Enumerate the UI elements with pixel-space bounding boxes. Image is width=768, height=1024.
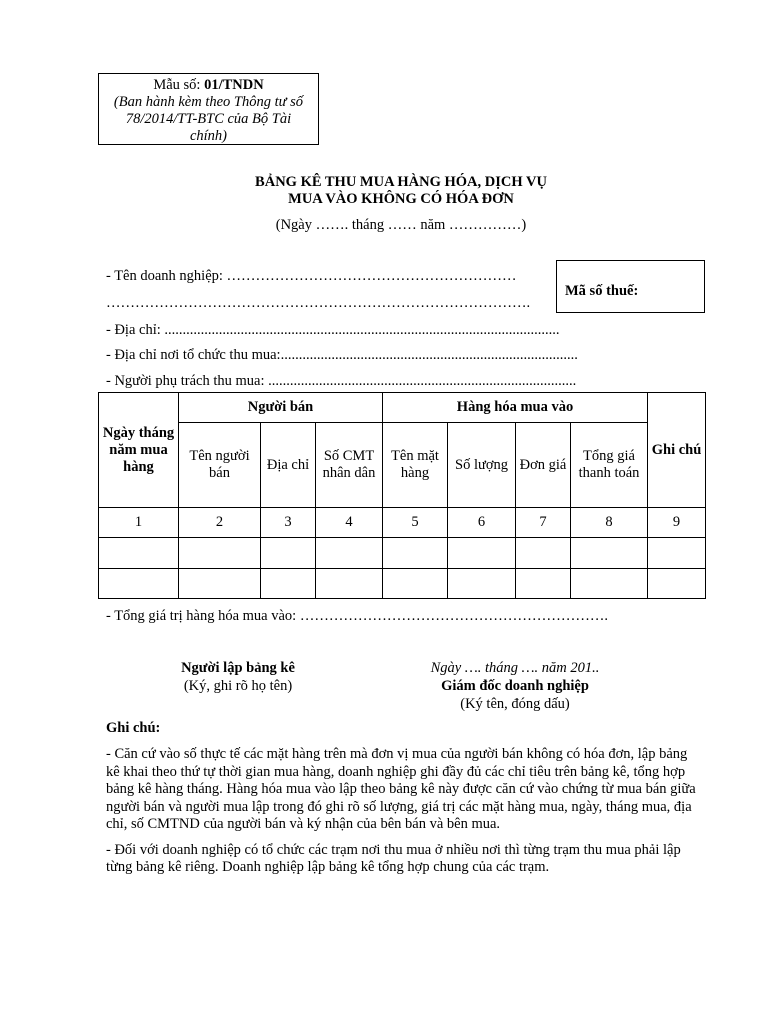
director-signature-block (400, 659, 630, 713)
col-goods-unit-price: Đơn giá (516, 423, 571, 508)
col-purchase-date: Ngày tháng năm mua hàng (99, 393, 179, 508)
form-code-line (99, 77, 318, 94)
col-number: 6 (448, 508, 516, 538)
address-field: - Địa chỉ: ............................................................................................................. (106, 322, 560, 338)
form-code: 01/TNDN (204, 77, 264, 93)
table-cell (383, 538, 448, 569)
col-number: 5 (383, 508, 448, 538)
form-code-box (98, 73, 319, 145)
form-note-line3: chính) (189, 128, 228, 144)
form-code-prefix: Mẫu số: (153, 77, 205, 93)
table-cell (571, 569, 648, 599)
table-header-row2 (99, 423, 706, 508)
table-cell (383, 569, 448, 599)
table-header-row1 (99, 393, 706, 423)
director-instruction: (Ký tên, đóng dấu) (460, 696, 570, 712)
document-title-line2: MUA VÀO KHÔNG CÓ HÓA ĐƠN (288, 191, 514, 207)
col-note: Ghi chú (648, 393, 706, 508)
group-seller: Người bán (179, 393, 383, 423)
table-cell (179, 569, 261, 599)
table-cell (648, 538, 706, 569)
col-goods-name: Tên mặt hàng (383, 423, 448, 508)
table-cell (316, 538, 383, 569)
notes-heading: Ghi chú: (106, 720, 161, 736)
col-seller-id: Số CMT nhân dân (316, 423, 383, 508)
preparer-signature-block (138, 659, 338, 695)
col-goods-total: Tổng giá thanh toán (571, 423, 648, 508)
form-note-line1: (Ban hành kèm theo Thông tư số (113, 94, 304, 110)
table-number-row (99, 508, 706, 538)
notes-paragraph-1: - Căn cứ vào số thực tế các mặt hàng trên mà đơn vị mua của người bán không có hóa đơn, lập bảng kê khai theo thứ tự thời gian mua hàng, doanh nghiệp ghi đầy đủ các chỉ tiêu trên bảng kê, tổng hợp bảng kê hàng tháng. Hàng hóa mua vào lập theo bảng kê này được căn cứ vào chứng từ mua bán giữa người bán và người mua lập trong đó ghi rõ số lượng, giá trị các mặt hàng mua, ngày, tháng mua, địa chỉ, số CMTND của người bán và ký nhận của bên bán và bên mua. (106, 746, 696, 832)
group-goods: Hàng hóa mua vào (383, 393, 648, 423)
col-number: 1 (99, 508, 179, 538)
form-note-line2: 78/2014/TT-BTC của Bộ Tài (125, 111, 292, 127)
table-cell (448, 569, 516, 599)
col-number: 9 (648, 508, 706, 538)
notes-paragraph-2: - Đối với doanh nghiệp có tổ chức các trạm nơi thu mua ở nhiều nơi thì từng trạm thu mua phải lập từng bảng kê riêng. Doanh nghiệp lập bảng kê tổng hợp chung của các trạm. (106, 841, 681, 875)
purchase-table (98, 392, 706, 599)
col-number: 2 (179, 508, 261, 538)
document-date-line: (Ngày ……. tháng …… năm ……………) (275, 217, 527, 233)
company-name-field: - Tên doanh nghiệp: …………………………………………………… (106, 268, 517, 284)
col-number: 8 (571, 508, 648, 538)
table-cell (516, 569, 571, 599)
company-name-continued: ……………………………………………………………………………. (106, 295, 531, 311)
purchase-place-field: - Địa chỉ nơi tổ chức thu mua:.................................................................................. (106, 347, 578, 363)
director-title: Giám đốc doanh nghiệp (441, 678, 589, 694)
table-cell (99, 538, 179, 569)
col-number: 7 (516, 508, 571, 538)
table-cell (648, 569, 706, 599)
table-cell (261, 569, 316, 599)
document-title-line1: BẢNG KÊ THU MUA HÀNG HÓA, DỊCH VỤ (255, 174, 547, 190)
purchaser-field: - Người phụ trách thu mua: ..................................................................................... (106, 373, 577, 389)
notes-body (106, 746, 696, 885)
table-cell (571, 538, 648, 569)
table-cell (516, 538, 571, 569)
tax-code-label: Mã số thuế: (565, 283, 639, 299)
table-cell (179, 538, 261, 569)
table-cell (261, 538, 316, 569)
preparer-title: Người lập bảng kê (181, 660, 295, 676)
total-value-line: - Tổng giá trị hàng hóa mua vào: ………………………………………………………. (106, 608, 608, 624)
table-row (99, 538, 706, 569)
col-seller-address: Địa chỉ (261, 423, 316, 508)
signature-date: Ngày …. tháng …. năm 201.. (430, 660, 600, 676)
col-number: 4 (316, 508, 383, 538)
table-cell (448, 538, 516, 569)
preparer-instruction: (Ký, ghi rõ họ tên) (183, 678, 293, 694)
tax-code-box (556, 260, 705, 313)
col-goods-quantity: Số lượng (448, 423, 516, 508)
table-cell (99, 569, 179, 599)
col-number: 3 (261, 508, 316, 538)
table-row (99, 569, 706, 599)
col-seller-name: Tên người bán (179, 423, 261, 508)
table-cell (316, 569, 383, 599)
